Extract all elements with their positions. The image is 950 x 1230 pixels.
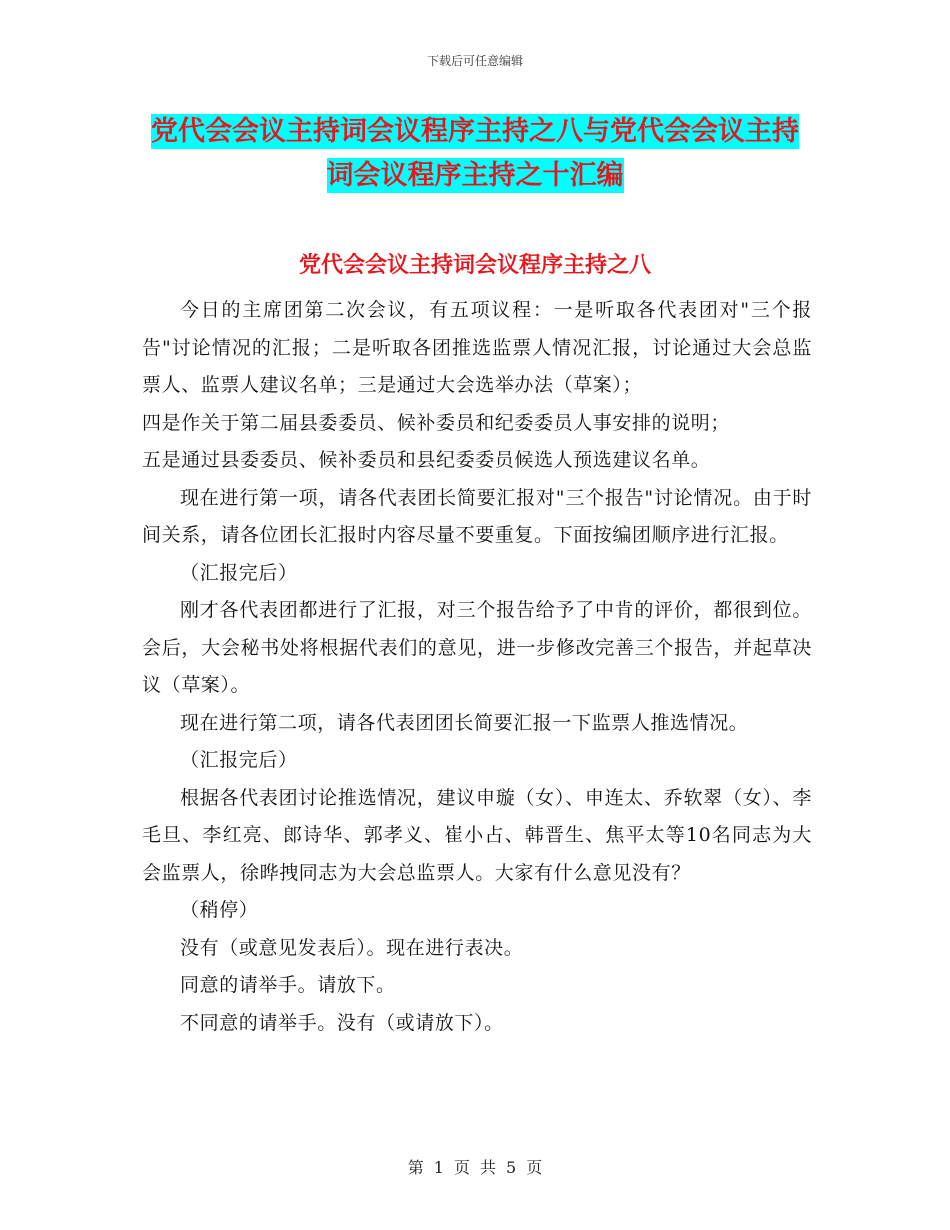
paragraph-note: （汇报完后）	[180, 749, 298, 771]
paragraph-agenda-item-4: 四是作关于第二届县委委员、候补委员和纪委委员人事安排的说明；	[142, 411, 731, 434]
paragraph-vote-disagree: 不同意的请举手。没有（或请放下）。	[180, 1011, 504, 1034]
paragraph-vote: 没有（或意见发表后）。现在进行表决。	[180, 936, 524, 959]
section-title: 党代会会议主持词会议程序主持之八	[298, 253, 651, 278]
footer-page-label: 第	[407, 1158, 424, 1177]
footer-total-unit: 页	[526, 1158, 543, 1177]
footer-total-label: 共	[480, 1158, 497, 1177]
paragraph-agenda-item-5: 五是通过县委委员、候补委员和县纪委委员候选人预选建议名单。	[142, 449, 711, 471]
footer-page-number: 1	[433, 1158, 444, 1177]
paragraph-item-two: 现在进行第二项，请各代表团团长简要汇报一下监票人推选情况。	[180, 711, 749, 734]
footer-total-pages: 5	[506, 1158, 517, 1177]
document-title	[140, 110, 810, 198]
paragraph-agenda: 今日的主席团第二次会议，有五项议程：一是听取各代表团对"三个报告"讨论情况的汇报；二是听取各团推选监票人情况汇报，讨论通过大会总监票人、监票人建议名单；三是通过大会选举办法（草案）；	[142, 299, 812, 396]
paragraph-nominees: 根据各代表团讨论推选情况，建议申璇（女）、申连太、乔软翠（女）、李毛旦、李红亮、郎诗华、郭孝义、崔小占、韩晋生、焦平太等10名同志为大会监票人，徐晔拽同志为大会总监票人。大家有什么意见没有？	[142, 786, 812, 884]
paragraph-item-one: 现在进行第一项，请各代表团长简要汇报对"三个报告"讨论情况。由于时间关系，请各位团长汇报时内容尽量不要重复。下面按编团顺序进行汇报。	[142, 486, 812, 546]
footer-page-unit: 页	[453, 1158, 470, 1177]
paragraph-note: （汇报完后）	[180, 561, 298, 584]
page-footer	[0, 1155, 950, 1178]
paragraph-note: （稍停）	[180, 899, 259, 921]
document-title-text: 党代会会议主持词会议程序主持之八与党代会会议主持词会议程序主持之十汇编	[151, 116, 799, 191]
paragraph-summary: 刚才各代表团都进行了汇报，对三个报告给予了中肯的评价，都很到位。会后，大会秘书处将根据代表们的意见，进一步修改完善三个报告，并起草决议（草案）。	[142, 599, 812, 696]
header-note: 下载后可任意编辑	[426, 54, 523, 68]
paragraph-vote-agree: 同意的请举手。请放下。	[180, 974, 396, 996]
document-body	[142, 292, 812, 1042]
